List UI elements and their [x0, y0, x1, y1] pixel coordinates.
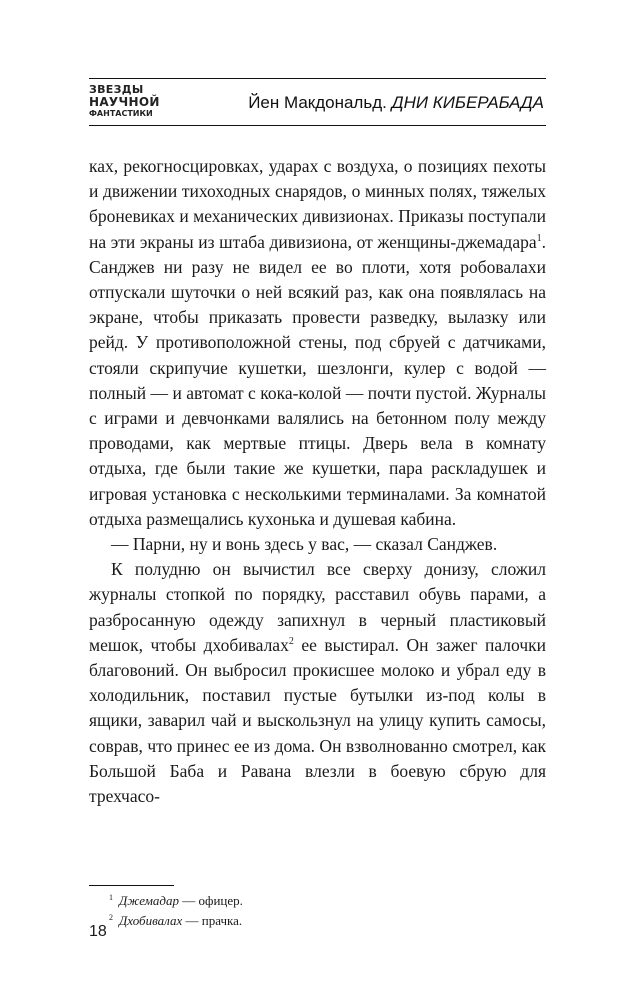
body-text [89, 154, 546, 809]
series-logo [89, 83, 171, 121]
paragraph-1-part-a: ках, рекогносцировках, ударах с воздуха, о позициях пехоты и движении тихоходных снарядов, о минных полях, тяжелых броневиках и механических дивизионах. Приказы поступали на эти экраны из штаба дивизиона, от женщины-джемадара [89, 156, 546, 252]
footnote-number: 1 [109, 892, 113, 902]
logo-line-1: ЗВЕЗДЫ [89, 83, 144, 96]
paragraph-1 [89, 154, 546, 532]
author-name: Йен Макдональд. [248, 93, 387, 112]
running-header [89, 78, 546, 126]
page-number: 18 [89, 923, 107, 940]
logo-line-2: НАУЧНОЙ [89, 95, 160, 109]
footnote-text: — офицер. [179, 893, 243, 908]
paragraph-3-part-b: ее выстирал. Он зажег палочки благовоний. Он выбросил прокисшее молоко и убрал еду в холодильник, поставил пустые бутылки из-под колы в ящики, заварил чай и выскользнул на улицу купить самосы, соврав, что принес ее из дома. Он взволнованно смотрел, как Большой Баба и Равана влезли в боевую сбрую для трехчасо- [89, 634, 546, 807]
footnote-ref-2: 2 [288, 636, 294, 648]
logo-line-3: ФАНТАСТИКИ [89, 109, 153, 118]
header-title [248, 93, 544, 113]
footnote-2 [109, 911, 546, 931]
footnote-term: Дхобивалах [119, 913, 183, 928]
paragraph-3 [89, 557, 546, 809]
footnote-text: — прачка. [182, 913, 243, 928]
book-title: ДНИ КИБЕРАБАДА [391, 93, 544, 112]
footnote-number: 2 [109, 912, 113, 922]
paragraph-2: — Парни, ну и вонь здесь у вас, — сказал Санджев. [111, 534, 498, 555]
footnote-1 [109, 891, 546, 911]
footnote-ref-1: 1 [536, 232, 542, 244]
footnote-term: Джемадар [119, 893, 180, 908]
footnote-rule [89, 885, 174, 886]
footnotes [109, 891, 546, 931]
paragraph-1-part-b: . Санджев ни разу не видел ее во плоти, хотя робовалахи отпускали шуточки о ней всякий раз, как она появлялась на экране, чтобы приказать провести разведку, вылазку или рейд. У противоположной стены, под сбруей с датчиками, стояли скрипучие кушетки, шезлонги, кулер с водой — полный — и автомат с кока-колой — почти пустой. Журналы с играми и девчонками валялись на бетонном полу между проводами, как мертвые птицы. Дверь вела в комнату отдыха, где были такие же кушетки, пара раскладушек и игровая установка с несколькими терминалами. За комнатой отдыха размещались кухонька и душевая кабина. [89, 231, 546, 529]
paragraph-3-part-a: К полудню он вычистил все сверху донизу, сложил журналы стопкой по порядку, расставил обувь парами, а разбросанную одежду запихнул в черный пластиковый мешок, чтобы дхобивалах [89, 559, 546, 655]
